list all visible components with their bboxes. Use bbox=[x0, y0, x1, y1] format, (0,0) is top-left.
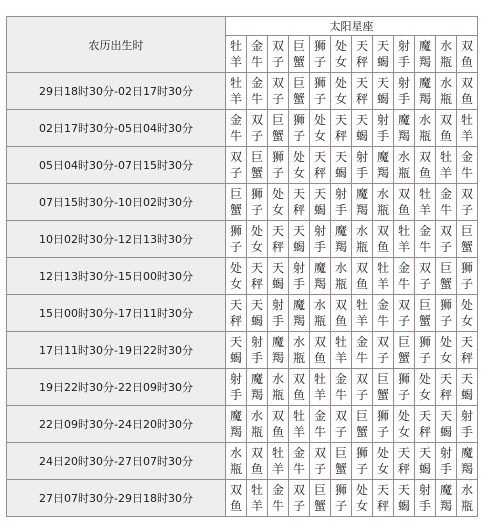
time-range-cell: 17日11时30分-19日22时30分 bbox=[7, 332, 226, 369]
sign-cell: 巨 蟹 bbox=[247, 147, 268, 184]
sign-cell: 射 手 bbox=[394, 73, 415, 110]
sign-cell: 魔 羯 bbox=[310, 258, 331, 295]
sign-cell: 天 蝎 bbox=[226, 332, 247, 369]
sign-cell: 天 蝎 bbox=[268, 258, 289, 295]
sign-cell: 天 秤 bbox=[310, 147, 331, 184]
sign-cell: 巨 蟹 bbox=[226, 184, 247, 221]
sign-cell: 巨 蟹 bbox=[331, 443, 352, 480]
time-range-cell: 22日09时30分-24日20时30分 bbox=[7, 406, 226, 443]
sign-cell: 巨 蟹 bbox=[289, 73, 310, 110]
table-row bbox=[7, 221, 478, 258]
sign-cell: 天 蝎 bbox=[247, 295, 268, 332]
sign-header-cell: 天 蝎 bbox=[373, 36, 394, 73]
sign-cell: 牡 羊 bbox=[457, 110, 478, 147]
sign-cell: 射 手 bbox=[268, 295, 289, 332]
sign-header-cell: 双 子 bbox=[268, 36, 289, 73]
sign-cell: 狮 子 bbox=[226, 221, 247, 258]
sign-cell: 巨 蟹 bbox=[457, 221, 478, 258]
time-range-cell: 07日15时30分-10日02时30分 bbox=[7, 184, 226, 221]
table-row bbox=[7, 184, 478, 221]
sign-cell: 魔 羯 bbox=[373, 147, 394, 184]
sign-cell: 双 子 bbox=[247, 110, 268, 147]
sign-cell: 处 女 bbox=[394, 406, 415, 443]
sign-cell: 金 牛 bbox=[436, 184, 457, 221]
sign-cell: 射 手 bbox=[352, 147, 373, 184]
sign-cell: 魔 羯 bbox=[226, 406, 247, 443]
sign-cell: 牡 羊 bbox=[310, 369, 331, 406]
sign-cell: 金 牛 bbox=[373, 295, 394, 332]
lunar-birth-time-header: 农历出生时 bbox=[7, 17, 226, 73]
sign-header-cell: 金 牛 bbox=[247, 36, 268, 73]
table-row bbox=[7, 332, 478, 369]
sign-cell: 天 蝎 bbox=[394, 480, 415, 517]
sign-cell: 狮 子 bbox=[310, 73, 331, 110]
sign-cell: 狮 子 bbox=[352, 443, 373, 480]
sign-cell: 魔 羯 bbox=[415, 73, 436, 110]
sign-cell: 处 女 bbox=[247, 221, 268, 258]
sign-cell: 天 秤 bbox=[352, 73, 373, 110]
sign-cell: 水 瓶 bbox=[373, 184, 394, 221]
sign-cell: 牡 羊 bbox=[226, 73, 247, 110]
sign-cell: 射 手 bbox=[331, 184, 352, 221]
constellation-table bbox=[6, 16, 478, 517]
sign-cell: 牡 羊 bbox=[289, 406, 310, 443]
table-row bbox=[7, 369, 478, 406]
sign-header-cell: 天 秤 bbox=[352, 36, 373, 73]
sign-cell: 巨 蟹 bbox=[373, 369, 394, 406]
sign-cell: 双 子 bbox=[310, 443, 331, 480]
sign-cell: 巨 蟹 bbox=[394, 332, 415, 369]
sign-cell: 水 瓶 bbox=[268, 369, 289, 406]
sign-cell: 双 子 bbox=[226, 147, 247, 184]
sign-cell: 处 女 bbox=[436, 332, 457, 369]
sign-cell: 双 鱼 bbox=[436, 110, 457, 147]
sign-header-cell: 魔 羯 bbox=[415, 36, 436, 73]
sign-cell: 双 鱼 bbox=[352, 258, 373, 295]
sign-cell: 射 手 bbox=[436, 443, 457, 480]
sign-cell: 天 蝎 bbox=[289, 221, 310, 258]
sign-cell: 双 子 bbox=[415, 258, 436, 295]
time-range-cell: 10日02时30分-12日13时30分 bbox=[7, 221, 226, 258]
sign-cell: 双 鱼 bbox=[310, 332, 331, 369]
sign-cell: 牡 羊 bbox=[436, 147, 457, 184]
sign-cell: 牡 羊 bbox=[247, 480, 268, 517]
sign-cell: 水 瓶 bbox=[289, 332, 310, 369]
sign-cell: 双 子 bbox=[331, 406, 352, 443]
sign-cell: 双 鱼 bbox=[457, 73, 478, 110]
sign-cell: 魔 羯 bbox=[247, 369, 268, 406]
table-row bbox=[7, 110, 478, 147]
sign-cell: 天 秤 bbox=[331, 110, 352, 147]
sign-cell: 巨 蟹 bbox=[310, 480, 331, 517]
sign-cell: 处 女 bbox=[331, 73, 352, 110]
sign-cell: 天 秤 bbox=[226, 295, 247, 332]
sign-header-cell: 水 瓶 bbox=[436, 36, 457, 73]
sign-cell: 双 鱼 bbox=[331, 295, 352, 332]
sign-cell: 天 蝎 bbox=[310, 184, 331, 221]
table-row bbox=[7, 73, 478, 110]
sign-cell: 双 子 bbox=[436, 221, 457, 258]
sign-cell: 天 蝎 bbox=[373, 73, 394, 110]
sign-cell: 狮 子 bbox=[457, 258, 478, 295]
sign-cell: 魔 羯 bbox=[268, 332, 289, 369]
sign-header-cell: 处 女 bbox=[331, 36, 352, 73]
sign-cell: 射 手 bbox=[247, 332, 268, 369]
sign-cell: 魔 羯 bbox=[436, 480, 457, 517]
table-row bbox=[7, 406, 478, 443]
sign-cell: 水 瓶 bbox=[415, 110, 436, 147]
table-body bbox=[7, 17, 478, 517]
table-row bbox=[7, 147, 478, 184]
sign-cell: 处 女 bbox=[415, 369, 436, 406]
sign-cell: 金 牛 bbox=[457, 147, 478, 184]
sign-cell: 魔 羯 bbox=[352, 184, 373, 221]
sign-cell: 狮 子 bbox=[415, 332, 436, 369]
time-range-cell: 29日18时30分-02日17时30分 bbox=[7, 73, 226, 110]
sign-cell: 射 手 bbox=[415, 480, 436, 517]
time-range-cell: 15日00时30分-17日11时30分 bbox=[7, 295, 226, 332]
sign-cell: 牡 羊 bbox=[415, 184, 436, 221]
sign-cell: 天 秤 bbox=[373, 480, 394, 517]
sign-cell: 牡 羊 bbox=[373, 258, 394, 295]
sign-cell: 魔 羯 bbox=[331, 221, 352, 258]
sign-cell: 水 瓶 bbox=[226, 443, 247, 480]
sign-cell: 天 秤 bbox=[457, 332, 478, 369]
sign-cell: 处 女 bbox=[310, 110, 331, 147]
sign-cell: 双 鱼 bbox=[268, 406, 289, 443]
sign-cell: 水 瓶 bbox=[247, 406, 268, 443]
sign-cell: 天 蝎 bbox=[436, 406, 457, 443]
sign-cell: 双 鱼 bbox=[373, 221, 394, 258]
sun-sign-header: 太阳星座 bbox=[226, 17, 478, 36]
sign-cell: 魔 羯 bbox=[457, 443, 478, 480]
sign-cell: 魔 羯 bbox=[289, 295, 310, 332]
sign-cell: 狮 子 bbox=[289, 110, 310, 147]
sign-cell: 射 手 bbox=[457, 406, 478, 443]
sign-cell: 金 牛 bbox=[289, 443, 310, 480]
sign-cell: 双 子 bbox=[394, 295, 415, 332]
sign-cell: 金 牛 bbox=[247, 73, 268, 110]
sign-cell: 天 秤 bbox=[289, 184, 310, 221]
sign-cell: 天 秤 bbox=[415, 406, 436, 443]
sign-cell: 水 瓶 bbox=[457, 480, 478, 517]
sign-cell: 水 瓶 bbox=[310, 295, 331, 332]
sign-cell: 双 鱼 bbox=[247, 443, 268, 480]
sign-cell: 金 牛 bbox=[268, 480, 289, 517]
sign-cell: 天 蝎 bbox=[331, 147, 352, 184]
sign-cell: 巨 蟹 bbox=[415, 295, 436, 332]
sign-cell: 双 子 bbox=[289, 480, 310, 517]
sign-cell: 魔 羯 bbox=[394, 110, 415, 147]
sign-header-cell: 射 手 bbox=[394, 36, 415, 73]
sign-cell: 水 瓶 bbox=[394, 147, 415, 184]
sign-cell: 天 秤 bbox=[394, 443, 415, 480]
sign-cell: 处 女 bbox=[226, 258, 247, 295]
sign-cell: 天 秤 bbox=[436, 369, 457, 406]
sign-cell: 巨 蟹 bbox=[268, 110, 289, 147]
sign-cell: 水 瓶 bbox=[331, 258, 352, 295]
sign-cell: 狮 子 bbox=[394, 369, 415, 406]
sign-cell: 金 牛 bbox=[415, 221, 436, 258]
sign-cell: 双 子 bbox=[268, 73, 289, 110]
header-row bbox=[7, 17, 478, 36]
sign-cell: 金 牛 bbox=[310, 406, 331, 443]
sign-cell: 处 女 bbox=[289, 147, 310, 184]
sign-cell: 狮 子 bbox=[436, 295, 457, 332]
sign-cell: 金 牛 bbox=[352, 332, 373, 369]
table-row bbox=[7, 258, 478, 295]
sign-cell: 射 手 bbox=[289, 258, 310, 295]
sign-cell: 处 女 bbox=[373, 443, 394, 480]
sign-cell: 双 子 bbox=[457, 184, 478, 221]
sign-header-cell: 双 鱼 bbox=[457, 36, 478, 73]
sign-cell: 巨 蟹 bbox=[436, 258, 457, 295]
sign-cell: 狮 子 bbox=[331, 480, 352, 517]
sign-header-cell: 巨 蟹 bbox=[289, 36, 310, 73]
sign-cell: 牡 羊 bbox=[331, 332, 352, 369]
sign-cell: 牡 羊 bbox=[268, 443, 289, 480]
sign-cell: 双 子 bbox=[373, 332, 394, 369]
table-row bbox=[7, 295, 478, 332]
sign-cell: 金 牛 bbox=[394, 258, 415, 295]
sign-cell: 天 蝎 bbox=[415, 443, 436, 480]
time-range-cell: 19日22时30分-22日09时30分 bbox=[7, 369, 226, 406]
sign-cell: 处 女 bbox=[457, 295, 478, 332]
sign-cell: 水 瓶 bbox=[436, 73, 457, 110]
sign-cell: 双 鱼 bbox=[226, 480, 247, 517]
sign-cell: 狮 子 bbox=[247, 184, 268, 221]
sign-cell: 双 鱼 bbox=[415, 147, 436, 184]
sign-cell: 金 牛 bbox=[226, 110, 247, 147]
sign-cell: 水 瓶 bbox=[352, 221, 373, 258]
sign-header-cell: 狮 子 bbox=[310, 36, 331, 73]
sign-cell: 天 蝎 bbox=[457, 369, 478, 406]
sign-cell: 狮 子 bbox=[268, 147, 289, 184]
sign-cell: 狮 子 bbox=[373, 406, 394, 443]
time-range-cell: 02日17时30分-05日04时30分 bbox=[7, 110, 226, 147]
sign-cell: 射 手 bbox=[310, 221, 331, 258]
sign-cell: 射 手 bbox=[226, 369, 247, 406]
sign-header-cell: 牡 羊 bbox=[226, 36, 247, 73]
sign-cell: 金 牛 bbox=[331, 369, 352, 406]
time-range-cell: 24日20时30分-27日07时30分 bbox=[7, 443, 226, 480]
sign-cell: 牡 羊 bbox=[352, 295, 373, 332]
sign-cell: 射 手 bbox=[373, 110, 394, 147]
time-range-cell: 27日07时30分-29日18时30分 bbox=[7, 480, 226, 517]
sign-cell: 双 鱼 bbox=[289, 369, 310, 406]
sign-cell: 牡 羊 bbox=[394, 221, 415, 258]
sign-cell: 巨 蟹 bbox=[352, 406, 373, 443]
sign-cell: 双 鱼 bbox=[394, 184, 415, 221]
table-row bbox=[7, 443, 478, 480]
sign-cell: 天 秤 bbox=[268, 221, 289, 258]
sign-cell: 双 子 bbox=[352, 369, 373, 406]
table-row bbox=[7, 480, 478, 517]
time-range-cell: 05日04时30分-07日15时30分 bbox=[7, 147, 226, 184]
time-range-cell: 12日13时30分-15日00时30分 bbox=[7, 258, 226, 295]
sign-cell: 天 蝎 bbox=[352, 110, 373, 147]
sign-cell: 处 女 bbox=[352, 480, 373, 517]
sign-cell: 天 秤 bbox=[247, 258, 268, 295]
sign-cell: 处 女 bbox=[268, 184, 289, 221]
